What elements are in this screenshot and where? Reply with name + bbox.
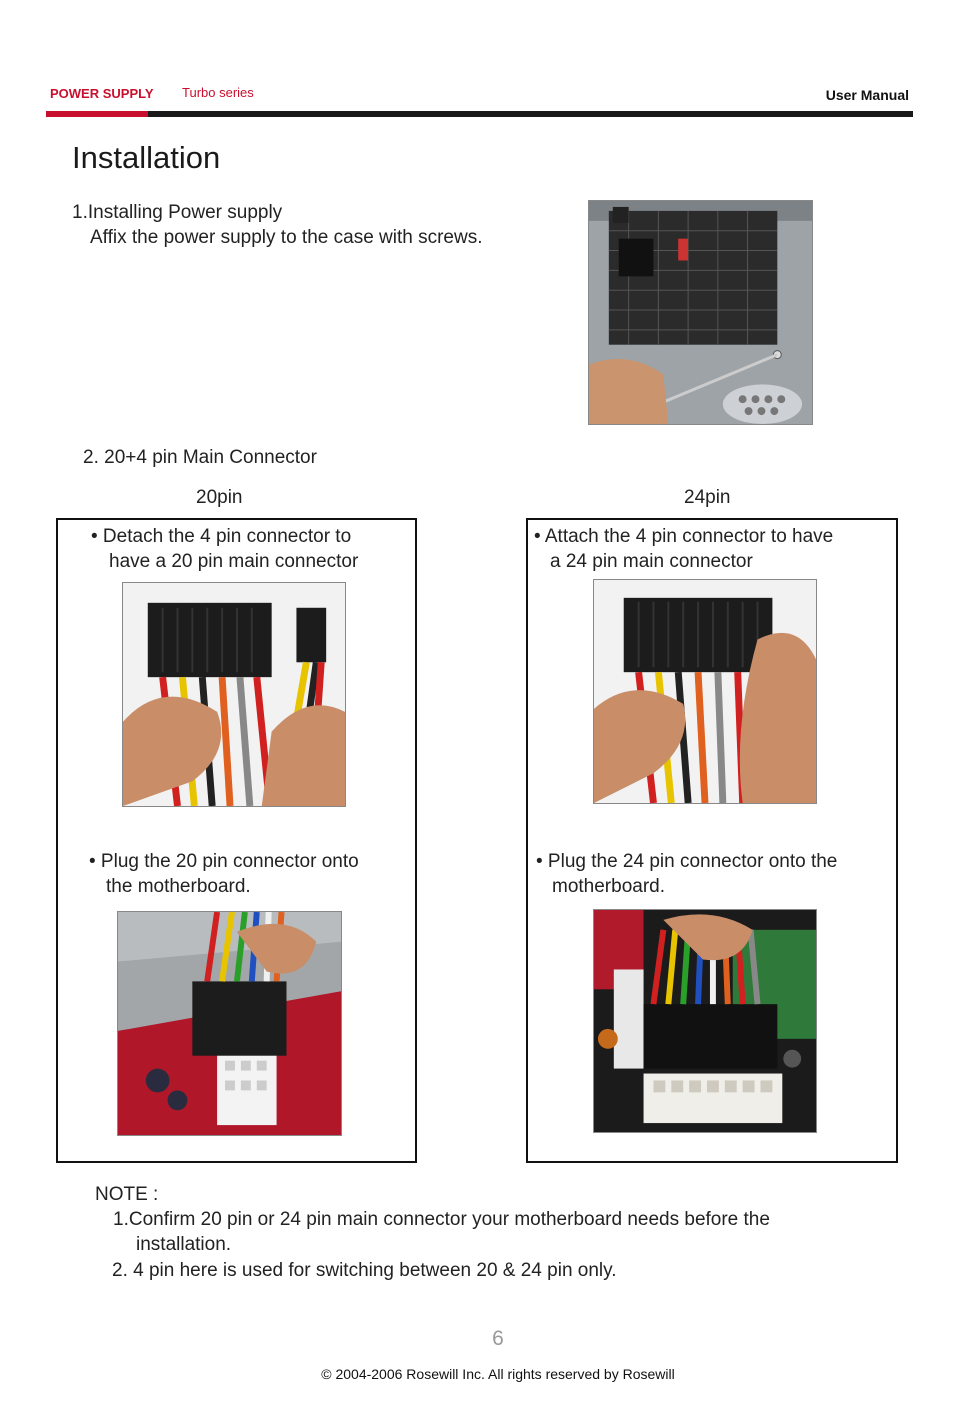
col24-bullet2-line1: • Plug the 24 pin connector onto the	[536, 851, 838, 872]
note-heading: NOTE :	[95, 1184, 159, 1205]
col20-bullet2-line1: • Plug the 20 pin connector onto	[89, 851, 359, 872]
step2-heading: 2. 20+4 pin Main Connector	[83, 447, 317, 468]
page-number: 6	[492, 1327, 504, 1350]
note-item1-line1: 1.Confirm 20 pin or 24 pin main connector your motherboard needs before the	[113, 1209, 770, 1230]
col24-label: 24pin	[684, 487, 731, 508]
attach-connector-photo	[593, 579, 817, 804]
copyright-footer: © 2004-2006 Rosewill Inc. All rights reserved by Rosewill	[321, 1366, 675, 1382]
col20-bullet1-line1: • Detach the 4 pin connector to	[91, 526, 352, 547]
col24-bullet1-line2: a 24 pin main connector	[550, 551, 753, 572]
header-brand: POWER SUPPLY	[50, 86, 154, 101]
header-manual-label: User Manual	[825, 87, 909, 103]
col20-label: 20pin	[196, 487, 243, 508]
detach-connector-photo	[122, 582, 346, 807]
col24-bullet2-line2: motherboard.	[552, 876, 666, 897]
header-rule-accent	[46, 111, 148, 117]
plug-24pin-photo	[593, 909, 817, 1133]
step1-text: Affix the power supply to the case with screws.	[90, 227, 483, 248]
page-title: Installation	[72, 140, 221, 175]
col20-bullet2-line2: the motherboard.	[106, 876, 251, 897]
psu-screw-photo	[588, 200, 813, 425]
step1-heading: 1.Installing Power supply	[72, 202, 283, 223]
col24-bullet1-line1: • Attach the 4 pin connector to have	[534, 526, 834, 547]
header-series: Turbo series	[182, 85, 254, 100]
note-item2: 2. 4 pin here is used for switching between 20 & 24 pin only.	[112, 1260, 617, 1281]
plug-20pin-photo	[117, 911, 342, 1136]
col20-bullet1-line2: have a 20 pin main connector	[109, 551, 359, 572]
note-item1-line2: installation.	[136, 1234, 232, 1255]
header-rule	[46, 111, 913, 117]
